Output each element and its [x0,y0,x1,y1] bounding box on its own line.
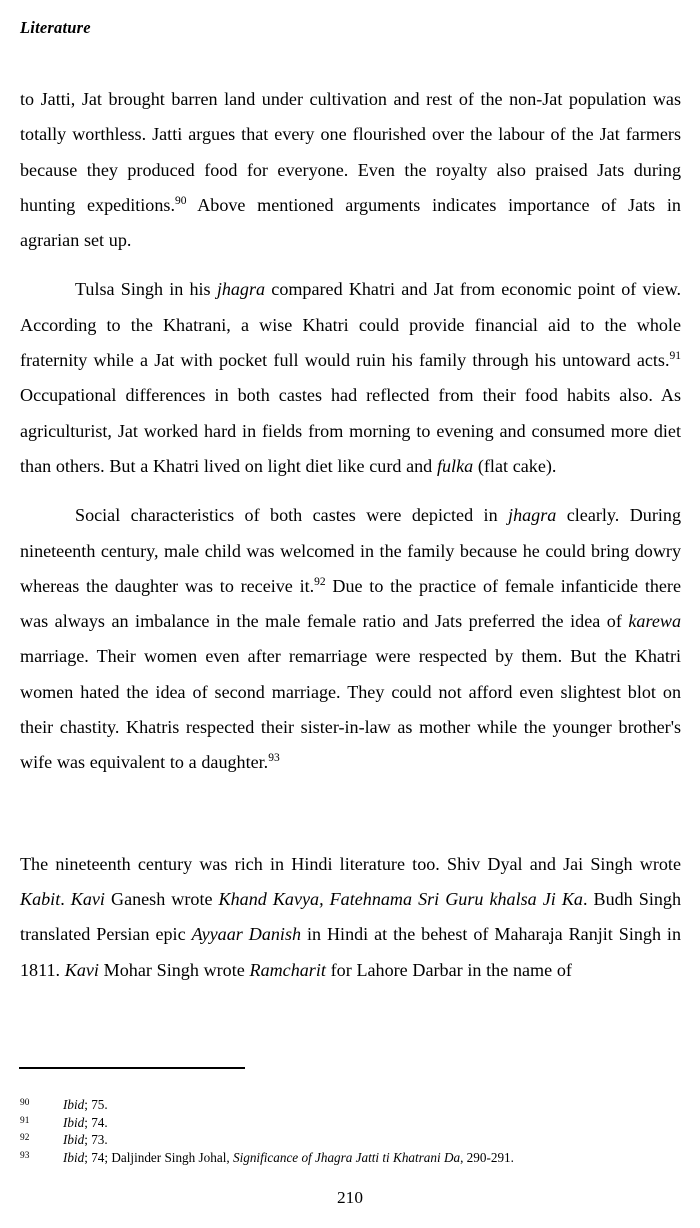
footnote-item [20,1131,681,1149]
italic-phrase: Ibid [63,1149,85,1165]
text-run: . [60,888,71,909]
italic-phrase: Kavi [64,959,99,980]
paragraph [20,847,681,988]
text-run: marriage. Their women even after remarriage were respected by them. But the Khatri women hated the idea of second marriage. They could not afford even slightest blot on their chastity. Khatris respected their sister-in-law as mother while the younger brother's wife was equivalent to a daughter. [20,646,681,773]
footnote-number: 93 [20,1150,30,1161]
italic-phrase: fulka [436,455,474,476]
page-number: 210 [337,1188,363,1207]
text-run: ; 74. [84,1114,108,1130]
italic-phrase: Ibid [63,1097,85,1112]
footnote-item [20,1114,681,1132]
footnote-number: 91 [20,1115,30,1126]
italic-phrase: Ayyaar Danish [191,924,302,945]
text-run: . Budh Singh translated Persian epic [20,888,681,945]
paragraph [20,82,681,258]
footnote-text [63,1115,108,1130]
text-run: for Lahore Darbar in the name of [325,959,572,980]
running-head: Literature [20,18,91,37]
paragraph [20,272,681,484]
paragraph [20,498,681,780]
footnote-item [20,1096,681,1114]
text-run: Occupational differences in both castes had reflected from their food habits also. As agriculturist, Jat worked hard in fields from morning to evening and consumed more diet than others. But a Khatri lived on light diet like curd and [20,385,681,476]
italic-phrase: Ibid [63,1132,85,1148]
text-run: ; 74; Daljinder Singh Johal, [84,1149,233,1165]
footnote-reference-marker: 90 [174,194,187,207]
text-run: to Jatti, Jat brought barren land under cultivation and rest of the non-Jat population was totally worthless. Jatti argues that every one flourished over the labour of the Jat farmers because they produced food for everyone. Even the royalty also praised Jats during hunting expeditions. [20,89,681,215]
text-run: clearly. During nineteenth century, male child was welcomed in the family because he could bring dowry whereas the daughter was to receive it. [20,505,681,596]
text-run: in Hindi at the behest of Maharaja Ranjit Singh in 1811. [20,924,682,980]
text-run: ; 75. [84,1097,108,1112]
text-run: Above mentioned arguments indicates importance of Jats in agrarian set up. [20,194,681,251]
text-run: Social characteristics of both castes were depicted in [75,505,509,526]
italic-phrase: Ramcharit [249,959,326,980]
text-run: ; 73. [84,1132,108,1148]
text-run: Due to the practice of female infanticide there was always an imbalance in the male female ratio and Jats preferred the idea of [20,575,681,632]
footnote-item [20,1149,681,1167]
text-run: Tulsa Singh in his [75,279,217,300]
footnote-separator-rule [19,1067,245,1069]
footnote-number: 92 [20,1133,30,1144]
italic-phrase: karewa [628,611,681,632]
italic-phrase: Kavi [70,888,105,909]
italic-phrase: Khand Kavya, Fatehnama Sri Guru khalsa Ji Ka [218,888,583,909]
text-run: , 290-291. [460,1149,514,1165]
footnote-text [63,1150,514,1165]
footnote-reference-marker: 91 [669,350,681,363]
italic-phrase: jhagra [508,505,557,526]
text-run: The nineteenth century was rich in Hindi literature too. Shiv Dyal and Jai Singh wrote [20,853,681,874]
footnote-number: 90 [20,1098,30,1108]
text-run: Mohar Singh wrote [98,959,250,980]
italic-phrase: Kabit [20,888,61,909]
italic-phrase: Significance of Jhagra Jatti ti Khatrani Da [232,1149,461,1165]
italic-phrase: jhagra [216,279,266,300]
footnote-reference-marker: 93 [268,752,280,765]
italic-phrase: Ibid [63,1114,85,1130]
footnote-reference-marker: 92 [314,575,326,588]
footnote-text [63,1097,108,1112]
text-run: (flat cake). [473,455,557,476]
footnote-list [20,1096,681,1166]
text-run: compared Khatri and Jat from economic point of view. According to the Khatrani, a wise Khatri could provide financial aid to the whole fraternity while a Jat with pocket full would ruin his family through his untoward acts. [20,279,681,371]
body-text-block [20,82,681,988]
footnote-text [63,1132,108,1147]
text-run: Ganesh wrote [104,888,219,909]
